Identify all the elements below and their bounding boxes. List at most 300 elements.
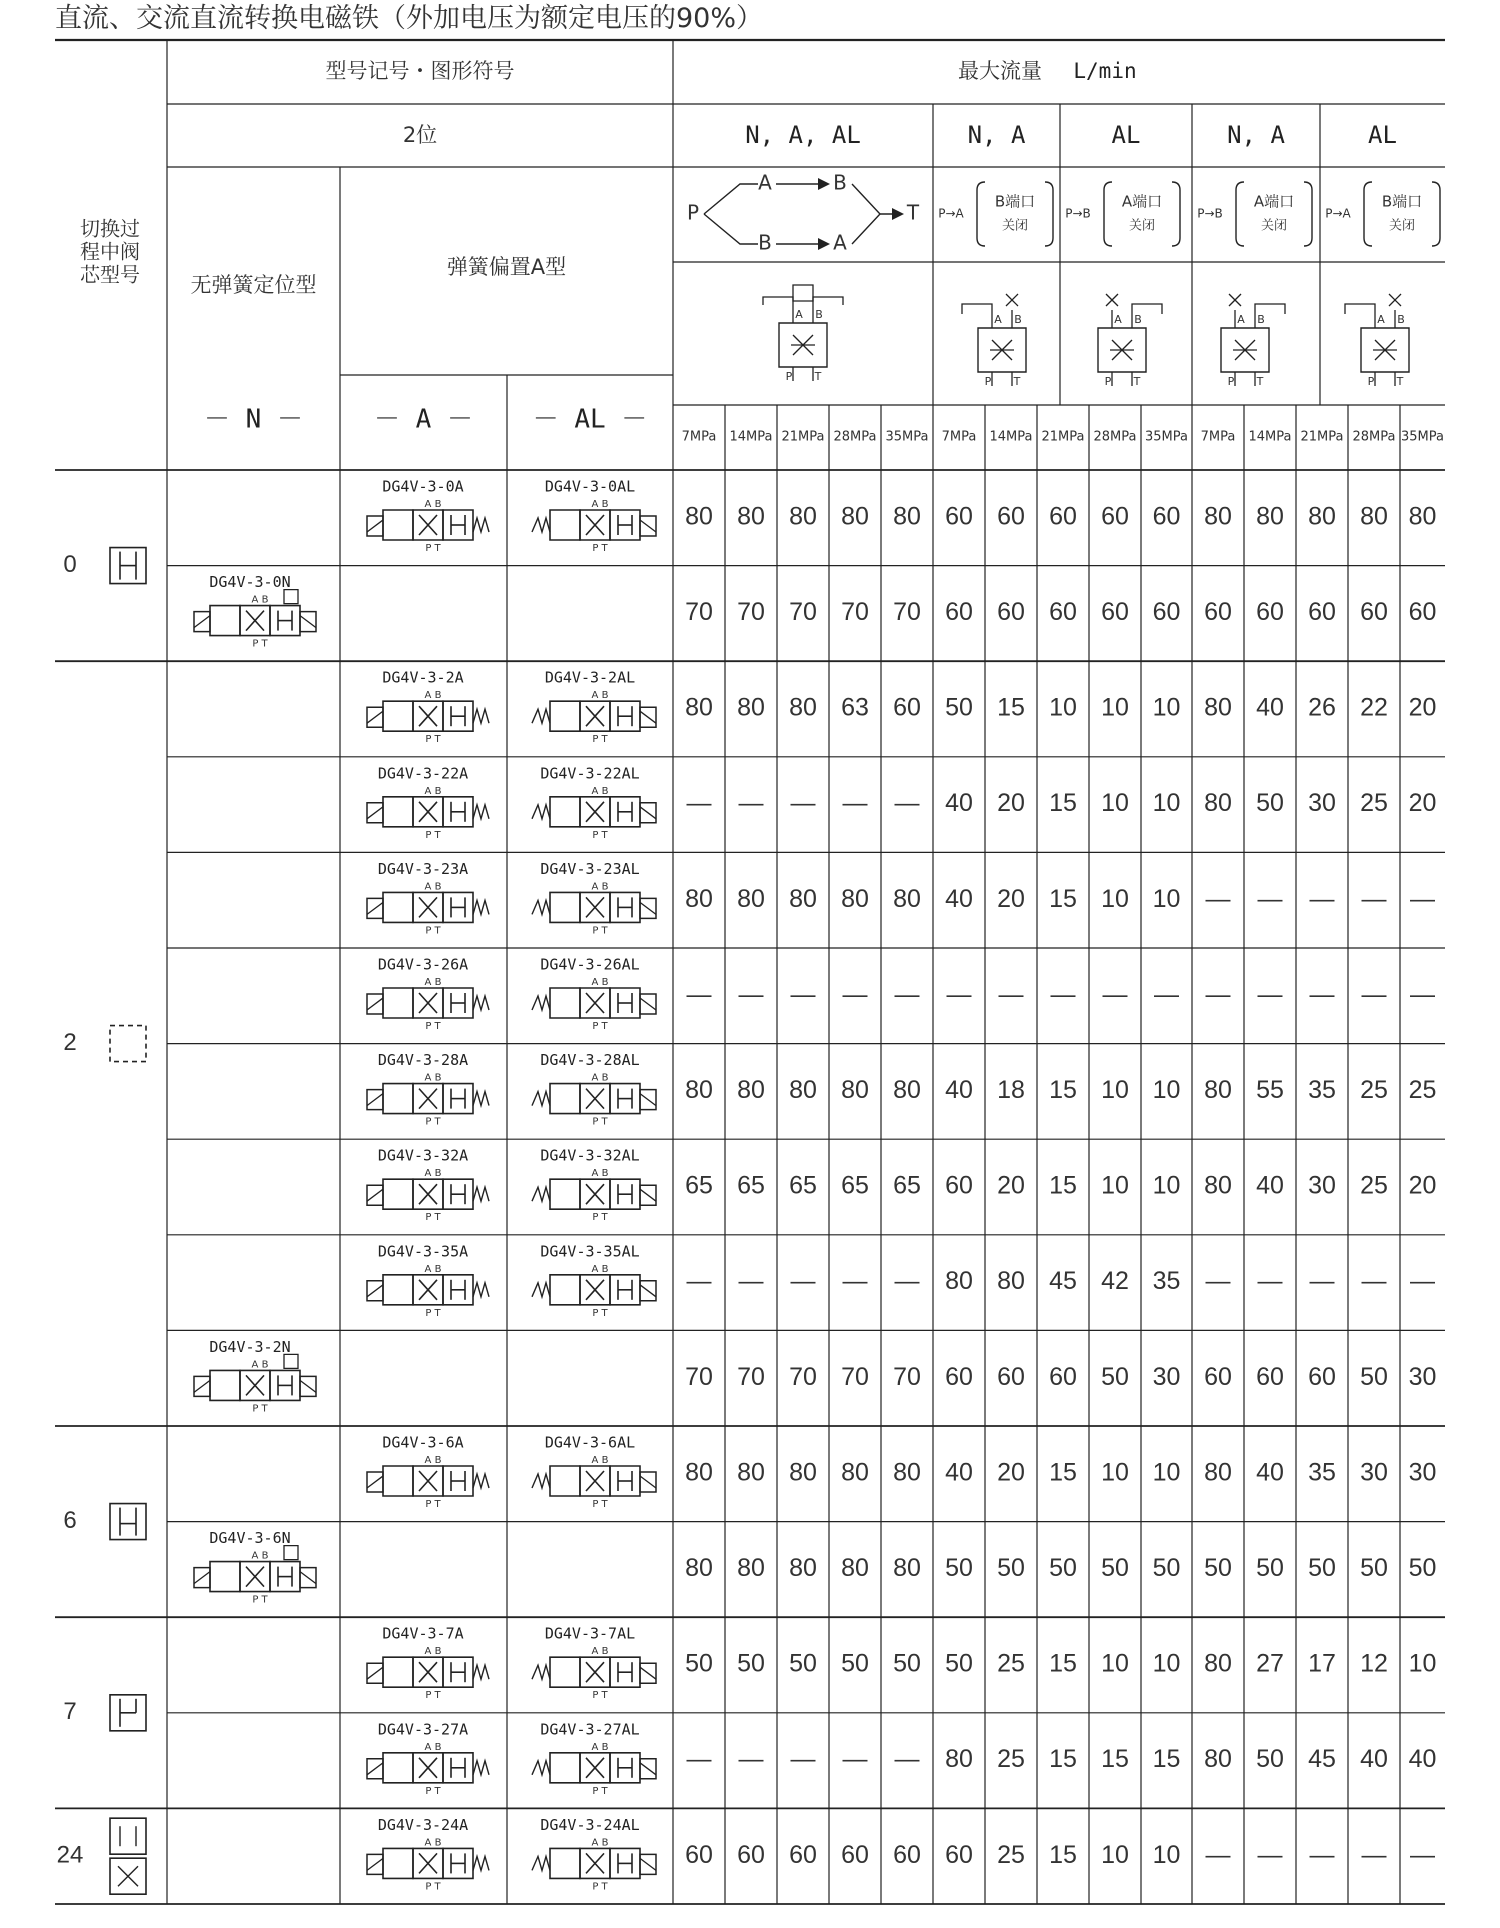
flow-value: 80 xyxy=(893,1458,921,1487)
spring-icon xyxy=(532,518,550,532)
flow-group-header: AL xyxy=(1111,121,1141,149)
port-letters: A B xyxy=(424,1072,442,1084)
solenoid-line xyxy=(640,711,656,723)
solenoid-line xyxy=(640,1094,656,1106)
spring-icon xyxy=(532,709,550,723)
model-code: DG4V-3-24AL xyxy=(540,1815,640,1834)
flow-value: 80 xyxy=(1256,502,1284,531)
position-box xyxy=(383,1275,413,1305)
flow-value: 80 xyxy=(789,502,817,531)
flow-value: 25 xyxy=(997,1745,1025,1774)
flow-value: 80 xyxy=(1204,1171,1232,1200)
model-code: DG4V-3-0N xyxy=(209,573,291,592)
position-box xyxy=(383,510,413,540)
flow-value: 70 xyxy=(789,598,817,627)
flow-value: 20 xyxy=(1408,693,1437,722)
flow-value: 60 xyxy=(1308,598,1336,627)
flow-value: — xyxy=(1205,884,1231,913)
flow-value: 10 xyxy=(1101,1649,1129,1678)
flow-value: 20 xyxy=(997,884,1025,913)
spring-icon xyxy=(473,1187,489,1201)
flow-value: 80 xyxy=(789,1554,817,1583)
arrow-head-icon xyxy=(818,238,830,250)
flow-value: 80 xyxy=(1204,789,1232,818)
model-code: DG4V-3-2N xyxy=(209,1337,291,1356)
cylinder-line xyxy=(763,297,793,305)
spool-label: 2 xyxy=(63,1028,77,1056)
solenoid-line xyxy=(640,998,656,1010)
port-letters: A B xyxy=(424,1741,442,1753)
spool-symbol-icon xyxy=(110,1504,146,1540)
flow-value: 40 xyxy=(945,1076,973,1105)
flow-value: 65 xyxy=(789,1171,817,1200)
flow-value: 60 xyxy=(997,502,1025,531)
model-cell xyxy=(532,1242,656,1319)
model-code: DG4V-3-6AL xyxy=(544,1433,636,1452)
flow-value: 30 xyxy=(1152,1362,1181,1391)
no-spring-header: 无弹簧定位型 xyxy=(190,273,317,297)
flow-value: 10 xyxy=(1101,884,1129,913)
model-code: DG4V-3-2AL xyxy=(544,668,636,687)
bracket-right xyxy=(1172,182,1180,246)
flow-value: — xyxy=(894,980,920,1009)
table-row xyxy=(687,789,1437,817)
flow-value: 25 xyxy=(997,1840,1025,1869)
flow-value: 60 xyxy=(945,1362,973,1391)
flow-value: 80 xyxy=(841,502,869,531)
flow-value: — xyxy=(1257,884,1283,913)
flow-value: 40 xyxy=(945,1458,973,1487)
flow-value: 18 xyxy=(997,1076,1025,1105)
pressure-header: 35MPa xyxy=(1145,429,1188,445)
flow-group-header: N, A xyxy=(967,121,1026,149)
solenoid-line xyxy=(640,520,656,532)
port-letters: P T xyxy=(252,1594,268,1606)
valve-symbol-icon xyxy=(962,294,1026,388)
flow-value: 15 xyxy=(997,693,1025,722)
flow-unit-label: L/min xyxy=(1073,59,1137,83)
flow-value: — xyxy=(1257,1840,1283,1869)
flow-direction-label: P→B xyxy=(1197,206,1223,221)
valve-symbol-icon xyxy=(1098,294,1162,388)
model-code: DG4V-3-32A xyxy=(377,1146,469,1165)
flow-value: 10 xyxy=(1152,693,1181,722)
port-letters: P T xyxy=(592,1116,608,1128)
model-code: DG4V-3-6A xyxy=(382,1433,464,1452)
spring-icon xyxy=(473,1283,489,1297)
flow-value: 80 xyxy=(737,693,765,722)
table-row xyxy=(685,1650,1436,1678)
valve-graphic-icon xyxy=(532,499,656,554)
flow-value: 50 xyxy=(789,1649,817,1678)
spring-icon xyxy=(532,1187,550,1201)
solenoid-line xyxy=(367,807,383,819)
model-cell xyxy=(194,573,316,650)
flow-value: 80 xyxy=(685,693,713,722)
flow-value: 10 xyxy=(1101,789,1129,818)
detent-icon xyxy=(284,1546,298,1560)
port-letters: P T xyxy=(592,925,608,937)
port-letter: A xyxy=(994,313,1002,326)
solenoid-line xyxy=(640,1285,656,1297)
flow-value: 42 xyxy=(1101,1267,1129,1296)
flow-value: 80 xyxy=(893,884,921,913)
flow-value: — xyxy=(946,980,972,1009)
valve-symbol-icon xyxy=(1221,294,1285,388)
port-letters: P T xyxy=(425,1499,441,1510)
pressure-header: 7MPa xyxy=(941,429,977,445)
solenoid-line xyxy=(367,520,383,532)
port-label: A xyxy=(758,170,772,195)
flow-value: 63 xyxy=(841,693,869,722)
port-letter: P xyxy=(785,370,793,383)
model-code: DG4V-3-26AL xyxy=(540,955,640,974)
port-letter: A xyxy=(795,308,803,321)
flow-value: 80 xyxy=(945,1745,973,1774)
port-letter: P xyxy=(1104,375,1112,388)
flow-value: 80 xyxy=(997,1267,1025,1296)
model-cell xyxy=(367,1816,489,1893)
flow-value: 50 xyxy=(1204,1554,1232,1583)
solenoid-line xyxy=(367,1094,383,1106)
closed-label: 关闭 xyxy=(1128,218,1156,234)
flow-value: 10 xyxy=(1152,1840,1181,1869)
flow-value: 50 xyxy=(685,1649,713,1678)
flow-value: 22 xyxy=(1360,693,1388,722)
flow-value: 80 xyxy=(737,502,765,531)
pressure-header: 7MPa xyxy=(681,429,717,445)
flow-value: — xyxy=(842,1267,868,1296)
table-row xyxy=(685,1172,1436,1200)
flow-value: 60 xyxy=(1204,1362,1232,1391)
solenoid-line xyxy=(367,1476,383,1488)
position-box xyxy=(383,988,413,1018)
spool-type-header: 程中阀 xyxy=(80,239,140,264)
flow-value: 50 xyxy=(1360,1362,1388,1391)
flow-value: 45 xyxy=(1049,1267,1077,1296)
solenoid-line xyxy=(640,902,656,914)
flow-value: 70 xyxy=(893,598,921,627)
flow-value: — xyxy=(1257,980,1283,1009)
flow-value: — xyxy=(738,980,764,1009)
flow-value: 27 xyxy=(1256,1649,1284,1678)
flow-value: 40 xyxy=(1360,1745,1388,1774)
port-letters: A B xyxy=(424,1168,442,1180)
flow-value: — xyxy=(790,980,816,1009)
valve-graphic-icon xyxy=(367,977,489,1032)
flow-value: 60 xyxy=(997,598,1025,627)
port-letters: P T xyxy=(425,1307,441,1319)
port-letter: B xyxy=(1257,313,1265,326)
flow-value: 10 xyxy=(1152,1076,1181,1105)
flow-value: — xyxy=(686,789,712,818)
solenoid-line xyxy=(640,1763,656,1775)
column-n-label: － N － xyxy=(204,404,303,435)
spring-icon xyxy=(532,1665,550,1679)
flow-value: 20 xyxy=(997,1171,1025,1200)
pressure-header: 21MPa xyxy=(781,429,825,445)
port-state-label: A端口 xyxy=(1121,192,1163,211)
flow-value: 80 xyxy=(1204,1745,1232,1774)
flow-value: 50 xyxy=(945,1649,973,1678)
flow-value: — xyxy=(1309,1840,1335,1869)
flow-value: 60 xyxy=(945,1840,973,1869)
flow-condition xyxy=(1065,182,1180,246)
pressure-header: 14MPa xyxy=(1248,429,1292,445)
model-cell xyxy=(367,1242,489,1319)
spring-icon xyxy=(473,1665,489,1679)
flow-value: 80 xyxy=(1204,502,1232,531)
solenoid-line xyxy=(300,1380,316,1392)
model-cell xyxy=(532,1147,656,1224)
spring-icon xyxy=(473,709,489,723)
flow-value: — xyxy=(1361,1840,1387,1869)
table-row xyxy=(685,598,1436,626)
valve-graphic-icon xyxy=(367,1455,489,1510)
flow-value: 40 xyxy=(1256,693,1284,722)
flow-value: 40 xyxy=(1256,1171,1284,1200)
solenoid-line xyxy=(194,616,210,628)
pressure-header: 28MPa xyxy=(1093,429,1137,445)
model-code: DG4V-3-28A xyxy=(377,1051,469,1070)
port-letter: T xyxy=(1013,375,1021,388)
position-box xyxy=(210,1370,240,1400)
port-letters: A B xyxy=(424,690,442,702)
flow-value: — xyxy=(1361,980,1387,1009)
flow-value: 60 xyxy=(1360,598,1388,627)
position-box xyxy=(550,1753,580,1783)
flow-value: — xyxy=(738,789,764,818)
flow-value: 15 xyxy=(1152,1745,1181,1774)
flow-value: 10 xyxy=(1049,693,1077,722)
flow-value: — xyxy=(1410,884,1435,913)
flow-value: 10 xyxy=(1101,1840,1129,1869)
solenoid-line xyxy=(367,902,383,914)
spool-symbol-icon xyxy=(110,548,146,584)
flow-value: 50 xyxy=(1101,1554,1129,1583)
valve-graphic-icon xyxy=(194,1354,316,1414)
model-code: DG4V-3-28AL xyxy=(540,1051,640,1070)
flow-value: 12 xyxy=(1360,1649,1388,1678)
position-box xyxy=(383,1179,413,1209)
flow-value: 60 xyxy=(1101,502,1129,531)
flow-value: 10 xyxy=(1152,789,1181,818)
model-cell xyxy=(194,1338,316,1415)
model-symbol-header: 型号记号・图形符号 xyxy=(325,59,515,83)
model-cell xyxy=(532,1720,656,1797)
flow-value: 80 xyxy=(789,884,817,913)
port-letters: P T xyxy=(592,543,608,554)
flow-value: — xyxy=(686,1267,712,1296)
flow-value: — xyxy=(894,1267,920,1296)
flow-value: 30 xyxy=(1308,1171,1336,1200)
valve-graphic-icon xyxy=(532,1264,656,1319)
solenoid-line xyxy=(367,998,383,1010)
pressure-header: 35MPa xyxy=(1401,429,1444,445)
position-box xyxy=(550,892,580,922)
max-flow-header: 最大流量 xyxy=(958,59,1042,83)
solenoid-line xyxy=(367,1189,383,1201)
pressure-header: 21MPa xyxy=(1300,429,1344,445)
flow-value: 10 xyxy=(1152,1458,1181,1487)
spool-label: 7 xyxy=(63,1698,77,1726)
valve-graphic-icon xyxy=(367,1073,489,1128)
port-letter: A xyxy=(1114,313,1122,326)
flow-value: 15 xyxy=(1049,789,1077,818)
flow-value: 80 xyxy=(1308,502,1336,531)
spring-icon xyxy=(532,1283,550,1297)
spring-icon xyxy=(473,996,489,1010)
solenoid-line xyxy=(640,1667,656,1679)
flow-value: — xyxy=(738,1267,764,1296)
flow-value: 50 xyxy=(997,1554,1025,1583)
solenoid-line xyxy=(194,1380,210,1392)
position-box xyxy=(550,988,580,1018)
pressure-header: 14MPa xyxy=(989,429,1033,445)
port-letters: P T xyxy=(425,1021,441,1032)
spring-icon xyxy=(532,1092,550,1106)
position-box xyxy=(550,1275,580,1305)
port-label: P xyxy=(686,200,700,225)
position-box xyxy=(550,797,580,827)
arrow-head-icon xyxy=(818,178,830,190)
spool-label: 0 xyxy=(63,550,77,578)
flow-value: — xyxy=(1205,1267,1231,1296)
column-al-label: － AL － xyxy=(532,404,648,435)
solenoid-line xyxy=(640,807,656,819)
position-box xyxy=(383,1466,413,1496)
flow-direction-label: P→A xyxy=(938,206,964,221)
spool-symbol-icon xyxy=(110,1695,146,1731)
table-row xyxy=(687,1267,1436,1295)
pressure-header: 14MPa xyxy=(729,429,773,445)
model-code: DG4V-3-27AL xyxy=(540,1720,640,1739)
model-cell xyxy=(367,1147,489,1224)
valve-graphic-icon xyxy=(367,1837,489,1892)
flow-value: 80 xyxy=(737,884,765,913)
flow-value: 15 xyxy=(1049,1458,1077,1487)
port-label: A xyxy=(833,230,847,255)
flow-value: — xyxy=(1102,980,1128,1009)
port-state-label: A端口 xyxy=(1253,192,1295,211)
spring-icon xyxy=(473,1474,489,1488)
flow-value: 60 xyxy=(1152,598,1181,627)
table-row xyxy=(685,1554,1436,1582)
port-letters: A B xyxy=(591,690,609,702)
model-code: DG4V-3-23A xyxy=(377,859,469,878)
table-row xyxy=(685,885,1435,913)
flow-value: 60 xyxy=(1152,502,1181,531)
flow-value: 80 xyxy=(789,693,817,722)
spring-icon xyxy=(473,1092,489,1106)
position-box xyxy=(383,1657,413,1687)
spring-icon xyxy=(532,1761,550,1775)
model-code: DG4V-3-2A xyxy=(382,668,464,687)
flow-value: 30 xyxy=(1408,1458,1437,1487)
valve-graphic-icon xyxy=(532,1073,656,1128)
flow-value: 80 xyxy=(685,884,713,913)
valve-graphic-icon xyxy=(367,690,489,745)
model-cell xyxy=(194,1529,316,1606)
flow-value: 60 xyxy=(1049,1362,1077,1391)
flow-value: 80 xyxy=(841,1554,869,1583)
flow-value: — xyxy=(894,789,920,818)
flow-value: — xyxy=(998,980,1024,1009)
model-code: DG4V-3-0AL xyxy=(544,477,636,496)
flow-value: 65 xyxy=(685,1171,713,1200)
flow-value: 60 xyxy=(1408,598,1437,627)
flow-value: 50 xyxy=(841,1649,869,1678)
tank-line xyxy=(1345,304,1375,314)
port-letters: P T xyxy=(592,1021,608,1032)
flow-value: — xyxy=(1205,980,1231,1009)
flow-value: 80 xyxy=(737,1458,765,1487)
port-letter: A xyxy=(1377,313,1385,326)
port-letters: A B xyxy=(251,1550,269,1562)
flow-value: 60 xyxy=(737,1840,765,1869)
model-code: DG4V-3-32AL xyxy=(540,1146,640,1165)
port-letters: P T xyxy=(425,1785,441,1797)
model-cell xyxy=(367,1625,489,1702)
flow-value: 50 xyxy=(945,1554,973,1583)
cylinder-line xyxy=(813,297,843,305)
flow-value: 55 xyxy=(1256,1076,1284,1105)
table-row xyxy=(687,980,1436,1008)
port-letters: A B xyxy=(591,1072,609,1084)
flow-value: 50 xyxy=(1049,1554,1077,1583)
position-box xyxy=(550,1084,580,1114)
port-letters: P T xyxy=(425,543,441,554)
model-code: DG4V-3-6N xyxy=(209,1529,291,1548)
flow-value: 60 xyxy=(1256,598,1284,627)
pressure-header: 21MPa xyxy=(1041,429,1085,445)
valve-graphic-icon xyxy=(367,786,489,841)
flow-value: 80 xyxy=(1360,502,1388,531)
port-label: B xyxy=(833,170,847,195)
solenoid-line xyxy=(640,1189,656,1201)
port-letter: T xyxy=(814,370,822,383)
port-letters: A B xyxy=(591,1455,609,1466)
flow-value: 60 xyxy=(685,1840,713,1869)
port-letters: P T xyxy=(252,638,268,650)
flow-value: 10 xyxy=(1152,1171,1181,1200)
port-letter: T xyxy=(1133,375,1141,388)
position-box xyxy=(550,1657,580,1687)
port-letters: P T xyxy=(425,734,441,746)
flow-value: 40 xyxy=(945,884,973,913)
spring-icon xyxy=(532,805,550,819)
port-letter: T xyxy=(1396,375,1404,388)
port-letters: P T xyxy=(592,1881,608,1893)
model-cell xyxy=(367,956,489,1033)
flow-value: — xyxy=(1361,884,1387,913)
solenoid-line xyxy=(640,1858,656,1870)
tank-line xyxy=(962,304,992,314)
flow-group-header: N, A, AL xyxy=(745,121,861,149)
position-box xyxy=(383,1848,413,1878)
flow-value: — xyxy=(738,1745,764,1774)
flow-value: 17 xyxy=(1308,1649,1336,1678)
model-cell xyxy=(532,860,656,937)
flow-value: 60 xyxy=(945,502,973,531)
solenoid-line xyxy=(367,1763,383,1775)
position-box xyxy=(550,1179,580,1209)
flow-value: 40 xyxy=(945,789,973,818)
flow-value: — xyxy=(842,1745,868,1774)
model-cell xyxy=(532,1625,656,1702)
flow-value: 70 xyxy=(841,598,869,627)
flow-value: — xyxy=(1309,980,1335,1009)
